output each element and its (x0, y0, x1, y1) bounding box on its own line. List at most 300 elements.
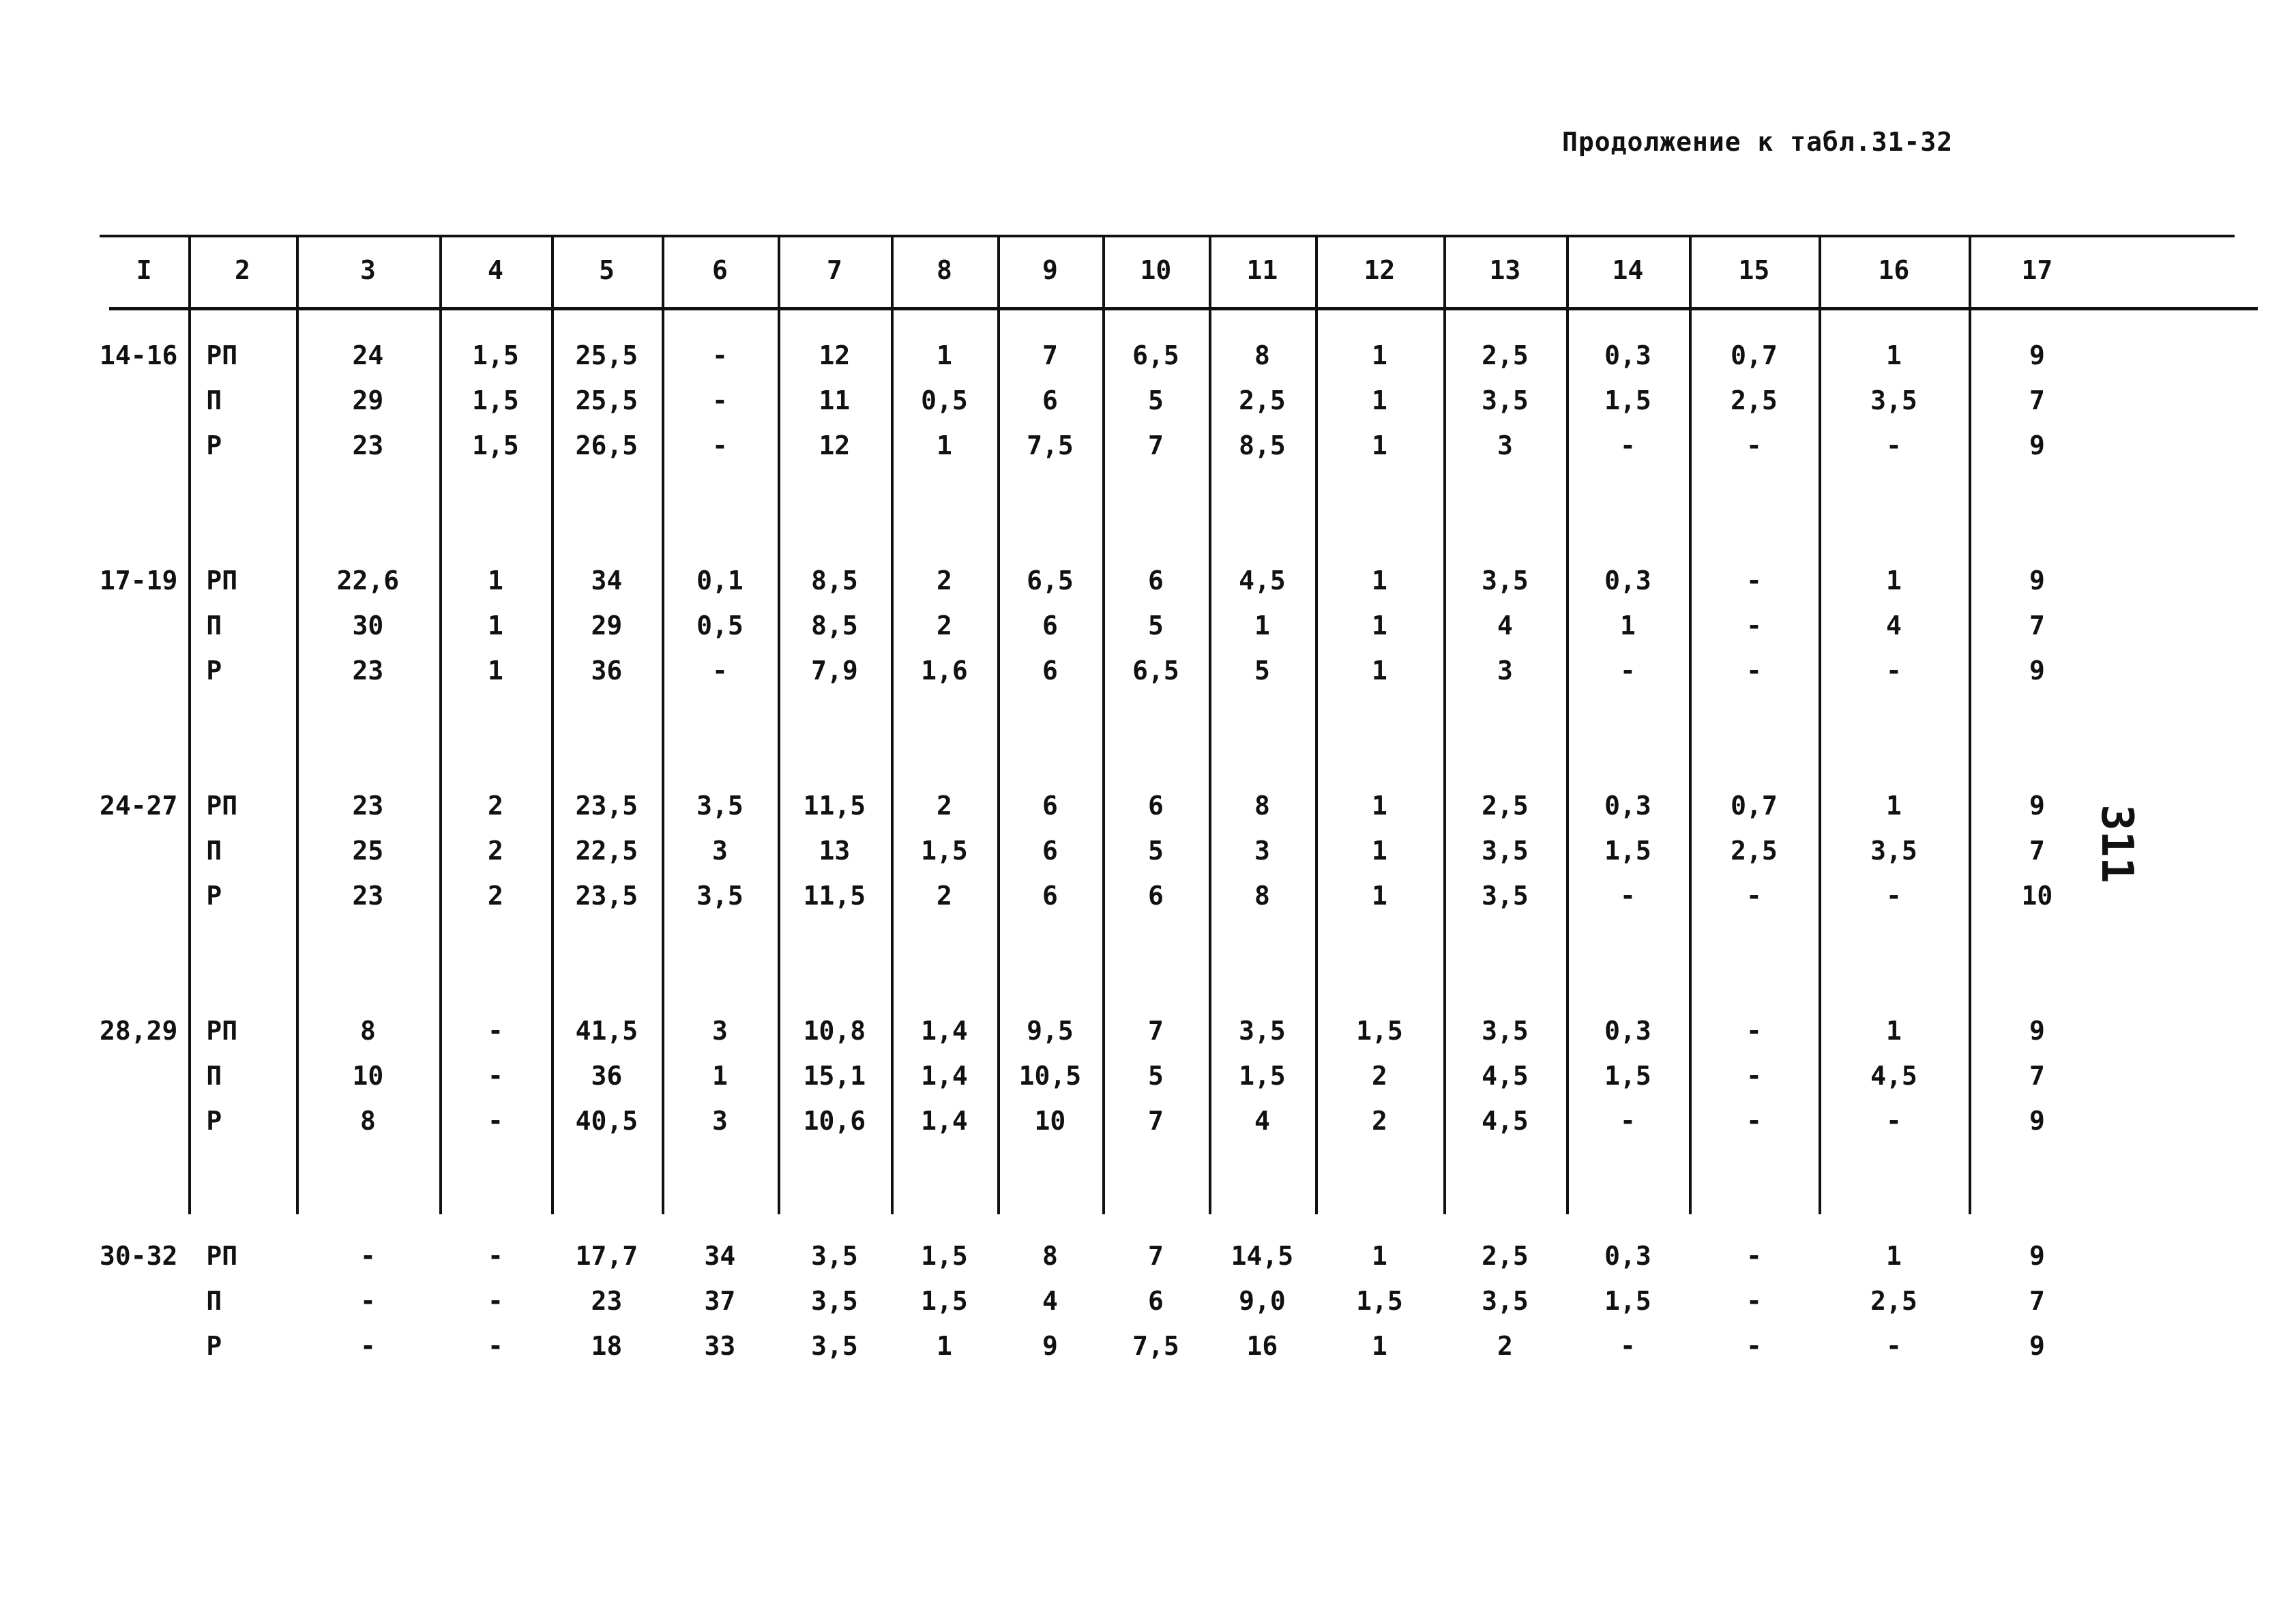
table-cell: 0,7 (1731, 791, 1778, 821)
table-cell: 8 (1042, 1241, 1058, 1271)
table-cell: 37 (704, 1286, 736, 1316)
table-cell: 13 (819, 836, 851, 866)
table-cell: 1 (487, 656, 503, 686)
table-cell: 2 (936, 566, 952, 596)
table-cell: 7 (2029, 385, 2045, 415)
table-cell: 1 (1371, 656, 1387, 686)
table-cell: 1 (1885, 566, 1902, 596)
table-cell: 6,5 (1132, 340, 1179, 370)
column-header: 10 (1140, 255, 1172, 285)
column-header: 3 (359, 255, 376, 285)
table-cell: - (1885, 881, 1902, 911)
table-cell: 1 (1371, 791, 1387, 821)
table-cell: - (487, 1106, 503, 1136)
table-cell: - (1619, 656, 1636, 686)
table-cell: 4 (1497, 611, 1513, 641)
table-cell: - (1746, 1331, 1762, 1361)
table-cell: 1 (1619, 611, 1636, 641)
group-label: 30-32 (100, 1241, 178, 1271)
column-header: 13 (1489, 255, 1521, 285)
table-cell: 11,5 (803, 791, 866, 821)
table-cell: - (1746, 1061, 1762, 1091)
table-cell: 1,5 (921, 1286, 968, 1316)
table-cell: 12 (819, 340, 851, 370)
table-cell: 9 (2029, 1106, 2045, 1136)
column-header: 7 (826, 255, 842, 285)
table-cell: 33 (704, 1331, 736, 1361)
table-cell: 1,4 (921, 1106, 968, 1136)
column-header: 11 (1246, 255, 1278, 285)
table-cell: 9 (2029, 430, 2045, 460)
table-cell: 1 (1371, 340, 1387, 370)
spacer-cell (100, 306, 2105, 333)
table-cell: 8,5 (811, 611, 858, 641)
row-type-cell: Р (206, 1331, 222, 1361)
row-type-cell: П (206, 385, 222, 415)
table-cell: 3,5 (1482, 881, 1529, 911)
table-cell: - (1885, 430, 1902, 460)
group-label: 28,29 (100, 1016, 178, 1046)
row-type-cell: РП (206, 340, 238, 370)
table-cell: 1,5 (1604, 385, 1651, 415)
table-cell: 22,6 (336, 566, 400, 596)
table-cell: 3,5 (811, 1241, 858, 1271)
table-row (100, 1278, 2105, 1323)
table-cell: 23,5 (575, 791, 638, 821)
group-label (100, 1098, 188, 1143)
table-cell: 12 (819, 430, 851, 460)
spacer-cell (100, 918, 2105, 1008)
table-cell: 6 (1147, 881, 1164, 911)
column-header: 2 (234, 255, 250, 285)
table-cell: 6 (1042, 791, 1058, 821)
column-header: 5 (598, 255, 615, 285)
table-cell: - (1619, 1331, 1636, 1361)
table-cell: 9,5 (1027, 1016, 1074, 1046)
table-cell: 3,5 (1482, 836, 1529, 866)
table-cell: 0,5 (696, 611, 744, 641)
table-cell: 3,5 (696, 791, 744, 821)
table-cell: 1 (1885, 1016, 1902, 1046)
table-cell: 7,5 (1132, 1331, 1179, 1361)
table-cell: 9 (2029, 656, 2045, 686)
table-cell: 1 (1254, 611, 1270, 641)
table-cell: 2,5 (1482, 791, 1529, 821)
table-cell: 9 (2029, 340, 2045, 370)
table-cell: 1 (1885, 791, 1902, 821)
table-cell: 4,5 (1482, 1061, 1529, 1091)
table-cell: 4,5 (1239, 566, 1286, 596)
table-cell: 2,5 (1239, 385, 1286, 415)
table-cell: 7 (1147, 1016, 1164, 1046)
table-cell: 1 (1371, 1241, 1387, 1271)
table-cell: 4,5 (1870, 1061, 1917, 1091)
column-header: 12 (1364, 255, 1396, 285)
table-cell: - (711, 340, 728, 370)
table-cell: 36 (591, 656, 623, 686)
table-cell: - (1746, 430, 1762, 460)
table-cell: 6 (1042, 656, 1058, 686)
table-cell: 17,7 (575, 1241, 638, 1271)
table-cell: 4 (1885, 611, 1902, 641)
group-label (100, 828, 188, 873)
table-cell: 1 (936, 340, 952, 370)
table-cell: - (1619, 430, 1636, 460)
table-cell: 3 (711, 836, 728, 866)
table-cell: 8 (359, 1106, 376, 1136)
table-cell: - (1746, 881, 1762, 911)
table-cell: 23 (352, 656, 384, 686)
group-label (100, 423, 188, 468)
table-cell: 1 (1371, 881, 1387, 911)
table-cell: 8,5 (1239, 430, 1286, 460)
table-cell: - (1746, 656, 1762, 686)
table-cell: - (1746, 566, 1762, 596)
table-cell: 2 (487, 881, 503, 911)
table-cell: 1 (487, 611, 503, 641)
table-cell: 22,5 (575, 836, 638, 866)
row-type-cell: П (206, 1061, 222, 1091)
header-row (100, 235, 2105, 306)
table-row (100, 603, 2105, 648)
table-cell: - (711, 656, 728, 686)
table-cell: 1,4 (921, 1061, 968, 1091)
table-cell: 2,5 (1482, 340, 1529, 370)
table-cell: 1 (1371, 385, 1387, 415)
table-cell: 6,5 (1132, 656, 1179, 686)
table-cell: 1 (1371, 836, 1387, 866)
table-cell: 23 (591, 1286, 623, 1316)
table-cell: 0,3 (1604, 566, 1651, 596)
table-cell: 2 (936, 611, 952, 641)
group-label: 14-16 (100, 340, 178, 370)
table-cell: 9 (2029, 1016, 2045, 1046)
table-cell: 1 (1371, 1331, 1387, 1361)
table-cell: - (1746, 1241, 1762, 1271)
table-cell: - (1885, 1331, 1902, 1361)
table-cell: 1 (1885, 1241, 1902, 1271)
column-header: 17 (2021, 255, 2053, 285)
table-cell: 0,3 (1604, 1016, 1651, 1046)
table-cell: 6 (1042, 836, 1058, 866)
table-cell: 6 (1042, 385, 1058, 415)
table-cell: 6,5 (1027, 566, 1074, 596)
table-cell: 1,5 (1356, 1286, 1403, 1316)
table-cell: 4 (1254, 1106, 1270, 1136)
table-cell: 2,5 (1870, 1286, 1917, 1316)
table-cell: 1,5 (472, 340, 519, 370)
table-cell: 7,5 (1027, 430, 1074, 460)
group-label (100, 1323, 188, 1368)
table-cell: 2 (487, 791, 503, 821)
group-label (100, 378, 188, 423)
table-cell: 34 (591, 566, 623, 596)
table-cell: 36 (591, 1061, 623, 1091)
table-cell: 2 (936, 791, 952, 821)
table-cell: 8 (1254, 881, 1270, 911)
table-cell: 1 (1371, 566, 1387, 596)
group-label (100, 1278, 188, 1323)
table-cell: 24 (352, 340, 384, 370)
table-cell: - (359, 1331, 376, 1361)
table-cell: 1,6 (921, 656, 968, 686)
table-cell: 8,5 (811, 566, 858, 596)
table-cell: 11,5 (803, 881, 866, 911)
table-cell: 3,5 (1482, 1016, 1529, 1046)
column-header: I (136, 255, 152, 285)
table-row (100, 828, 2105, 873)
table-cell: 16 (1246, 1331, 1278, 1361)
table-cell: 0,5 (921, 385, 968, 415)
table-cell: 10 (352, 1061, 384, 1091)
table-cell: - (487, 1241, 503, 1271)
table-cell: 10,8 (803, 1016, 866, 1046)
table-cell: 1,5 (1604, 1061, 1651, 1091)
table-cell: 1 (711, 1061, 728, 1091)
group-label (100, 1053, 188, 1098)
table-cell: 5 (1254, 656, 1270, 686)
column-header: 4 (487, 255, 503, 285)
table-cell: 23,5 (575, 881, 638, 911)
table-cell: 3,5 (811, 1286, 858, 1316)
table-cell: 3,5 (1239, 1016, 1286, 1046)
table-cell: - (1746, 1106, 1762, 1136)
table-cell: 26,5 (575, 430, 638, 460)
table-cell: 18 (591, 1331, 623, 1361)
group-spacer (100, 306, 2105, 333)
table-row (100, 1053, 2105, 1098)
table-cell: 6 (1042, 881, 1058, 911)
table-cell: 23 (352, 881, 384, 911)
row-type-cell: П (206, 1286, 222, 1316)
table-cell: 14,5 (1231, 1241, 1294, 1271)
table-cell: 3 (711, 1016, 728, 1046)
table-cell: 34 (704, 1241, 736, 1271)
table-cell: 30 (352, 611, 384, 641)
column-header: 16 (1878, 255, 1910, 285)
table-cell: 2 (1497, 1331, 1513, 1361)
table-cell: 9,0 (1239, 1286, 1286, 1316)
table-cell: 5 (1147, 836, 1164, 866)
table-cell: 1,5 (1604, 1286, 1651, 1316)
table-cell: 1,5 (1356, 1016, 1403, 1046)
table-cell: 3,5 (1870, 836, 1917, 866)
column-header: 9 (1042, 255, 1058, 285)
table-cell: - (1885, 656, 1902, 686)
group-spacer (100, 693, 2105, 783)
table-cell: 10,5 (1018, 1061, 1082, 1091)
table-cell: 1,5 (472, 430, 519, 460)
row-type-cell: П (206, 611, 222, 641)
table-cell: 1,5 (1239, 1061, 1286, 1091)
table-row (100, 783, 2105, 828)
table-cell: 1,5 (921, 1241, 968, 1271)
table-row (100, 1008, 2105, 1053)
row-type-cell: Р (206, 881, 222, 911)
table-cell: 1 (936, 1331, 952, 1361)
table-cell: 40,5 (575, 1106, 638, 1136)
table-cell: 4,5 (1482, 1106, 1529, 1136)
row-type-cell: РП (206, 1016, 238, 1046)
table-cell: 5 (1147, 385, 1164, 415)
table-cell: 2,5 (1482, 1241, 1529, 1271)
table-cell: 10,6 (803, 1106, 866, 1136)
table-cell: 1 (487, 566, 503, 596)
table-cell: - (711, 385, 728, 415)
table-row (100, 1323, 2105, 1368)
table-cell: 6 (1147, 1286, 1164, 1316)
table-cell: 29 (591, 611, 623, 641)
table-cell: 8 (1254, 791, 1270, 821)
table-cell: 1 (1371, 611, 1387, 641)
group-label (100, 873, 188, 918)
table-caption: Продолжение к табл.31-32 (1562, 127, 1954, 157)
table-cell: 7 (2029, 611, 2045, 641)
table-cell: - (1746, 1286, 1762, 1316)
table-cell: 3,5 (1870, 385, 1917, 415)
table-cell: - (1746, 1016, 1762, 1046)
table-cell: 5 (1147, 611, 1164, 641)
group-label: 24-27 (100, 791, 178, 821)
table-cell: 2 (487, 836, 503, 866)
group-spacer (100, 1143, 2105, 1233)
table-cell: 23 (352, 430, 384, 460)
table-row (100, 333, 2105, 378)
table-cell: 3 (1497, 430, 1513, 460)
table-cell: 9 (2029, 566, 2045, 596)
table-cell: 1 (1885, 340, 1902, 370)
table-cell: - (359, 1241, 376, 1271)
table-cell: 9 (2029, 791, 2045, 821)
table-cell: 2,5 (1731, 836, 1778, 866)
table-cell: 3,5 (1482, 1286, 1529, 1316)
table-cell: 1,5 (1604, 836, 1651, 866)
table-row (100, 378, 2105, 423)
table-cell: 7 (1042, 340, 1058, 370)
row-type-cell: РП (206, 566, 238, 596)
table-cell: 3,5 (1482, 385, 1529, 415)
table-cell: 15,1 (803, 1061, 866, 1091)
table-cell: 4 (1042, 1286, 1058, 1316)
spacer-cell (100, 1143, 2105, 1233)
table-row (100, 648, 2105, 693)
table-cell: 1,5 (921, 836, 968, 866)
table-row (100, 1233, 2105, 1278)
table-cell: 3 (1254, 836, 1270, 866)
data-table (100, 235, 2105, 1368)
table-cell: 0,3 (1604, 791, 1651, 821)
table-cell: 9 (2029, 1331, 2045, 1361)
table-cell: 25,5 (575, 385, 638, 415)
table-cell: 6 (1147, 791, 1164, 821)
row-type-cell: РП (206, 1241, 238, 1271)
table-cell: - (1885, 1106, 1902, 1136)
table-cell: 7 (1147, 1106, 1164, 1136)
table-cell: 5 (1147, 1061, 1164, 1091)
group-spacer (100, 468, 2105, 558)
table-cell: 3 (711, 1106, 728, 1136)
table-cell: - (1746, 611, 1762, 641)
table-cell: 3 (1497, 656, 1513, 686)
table-cell: 9 (2029, 1241, 2045, 1271)
page-number: 311 (2091, 804, 2142, 883)
table-cell: 1,4 (921, 1016, 968, 1046)
row-type-cell: Р (206, 430, 222, 460)
group-label (100, 603, 188, 648)
table-cell: 8 (359, 1016, 376, 1046)
group-spacer (100, 918, 2105, 1008)
table-cell: 8 (1254, 340, 1270, 370)
row-type-cell: Р (206, 1106, 222, 1136)
table-cell: 9 (1042, 1331, 1058, 1361)
table-cell: 7 (1147, 1241, 1164, 1271)
group-label: 17-19 (100, 566, 178, 596)
table-cell: 6 (1147, 566, 1164, 596)
table-cell: - (487, 1286, 503, 1316)
table-cell: 2,5 (1731, 385, 1778, 415)
row-type-cell: Р (206, 656, 222, 686)
table-cell: - (359, 1286, 376, 1316)
table-cell: 23 (352, 791, 384, 821)
table-cell: 7,9 (811, 656, 858, 686)
table-cell: - (487, 1331, 503, 1361)
table-row (100, 558, 2105, 603)
table-cell: 7 (2029, 836, 2045, 866)
table-cell: 1 (936, 430, 952, 460)
table-cell: - (487, 1061, 503, 1091)
table-cell: 2 (1371, 1061, 1387, 1091)
group-label (100, 648, 188, 693)
table-cell: 7 (1147, 430, 1164, 460)
table-cell: 3,5 (696, 881, 744, 911)
table-cell: 29 (352, 385, 384, 415)
table-cell: 6 (1042, 611, 1058, 641)
table-row (100, 423, 2105, 468)
row-type-cell: П (206, 836, 222, 866)
table-cell: 0,3 (1604, 340, 1651, 370)
column-header: 15 (1738, 255, 1770, 285)
column-header: 6 (711, 255, 728, 285)
table-cell: 10 (2021, 881, 2053, 911)
table-cell: 25,5 (575, 340, 638, 370)
table-cell: - (711, 430, 728, 460)
table-cell: - (1619, 881, 1636, 911)
table-cell: 1 (1371, 430, 1387, 460)
table-cell: 7 (2029, 1061, 2045, 1091)
row-type-cell: РП (206, 791, 238, 821)
table-cell: 3,5 (811, 1331, 858, 1361)
table-cell: - (1619, 1106, 1636, 1136)
table-cell: 2 (1371, 1106, 1387, 1136)
column-header: 8 (936, 255, 952, 285)
table-cell: 41,5 (575, 1016, 638, 1046)
table-cell: 2 (936, 881, 952, 911)
table-cell: - (487, 1016, 503, 1046)
table-cell: 0,7 (1731, 340, 1778, 370)
table-cell: 0,1 (696, 566, 744, 596)
table-cell: 3,5 (1482, 566, 1529, 596)
table-cell: 25 (352, 836, 384, 866)
table-cell: 11 (819, 385, 851, 415)
column-header: 14 (1612, 255, 1644, 285)
table-row (100, 873, 2105, 918)
spacer-cell (100, 693, 2105, 783)
table-cell: 1,5 (472, 385, 519, 415)
table-row (100, 1098, 2105, 1143)
spacer-cell (100, 468, 2105, 558)
table-cell: 0,3 (1604, 1241, 1651, 1271)
table-cell: 7 (2029, 1286, 2045, 1316)
